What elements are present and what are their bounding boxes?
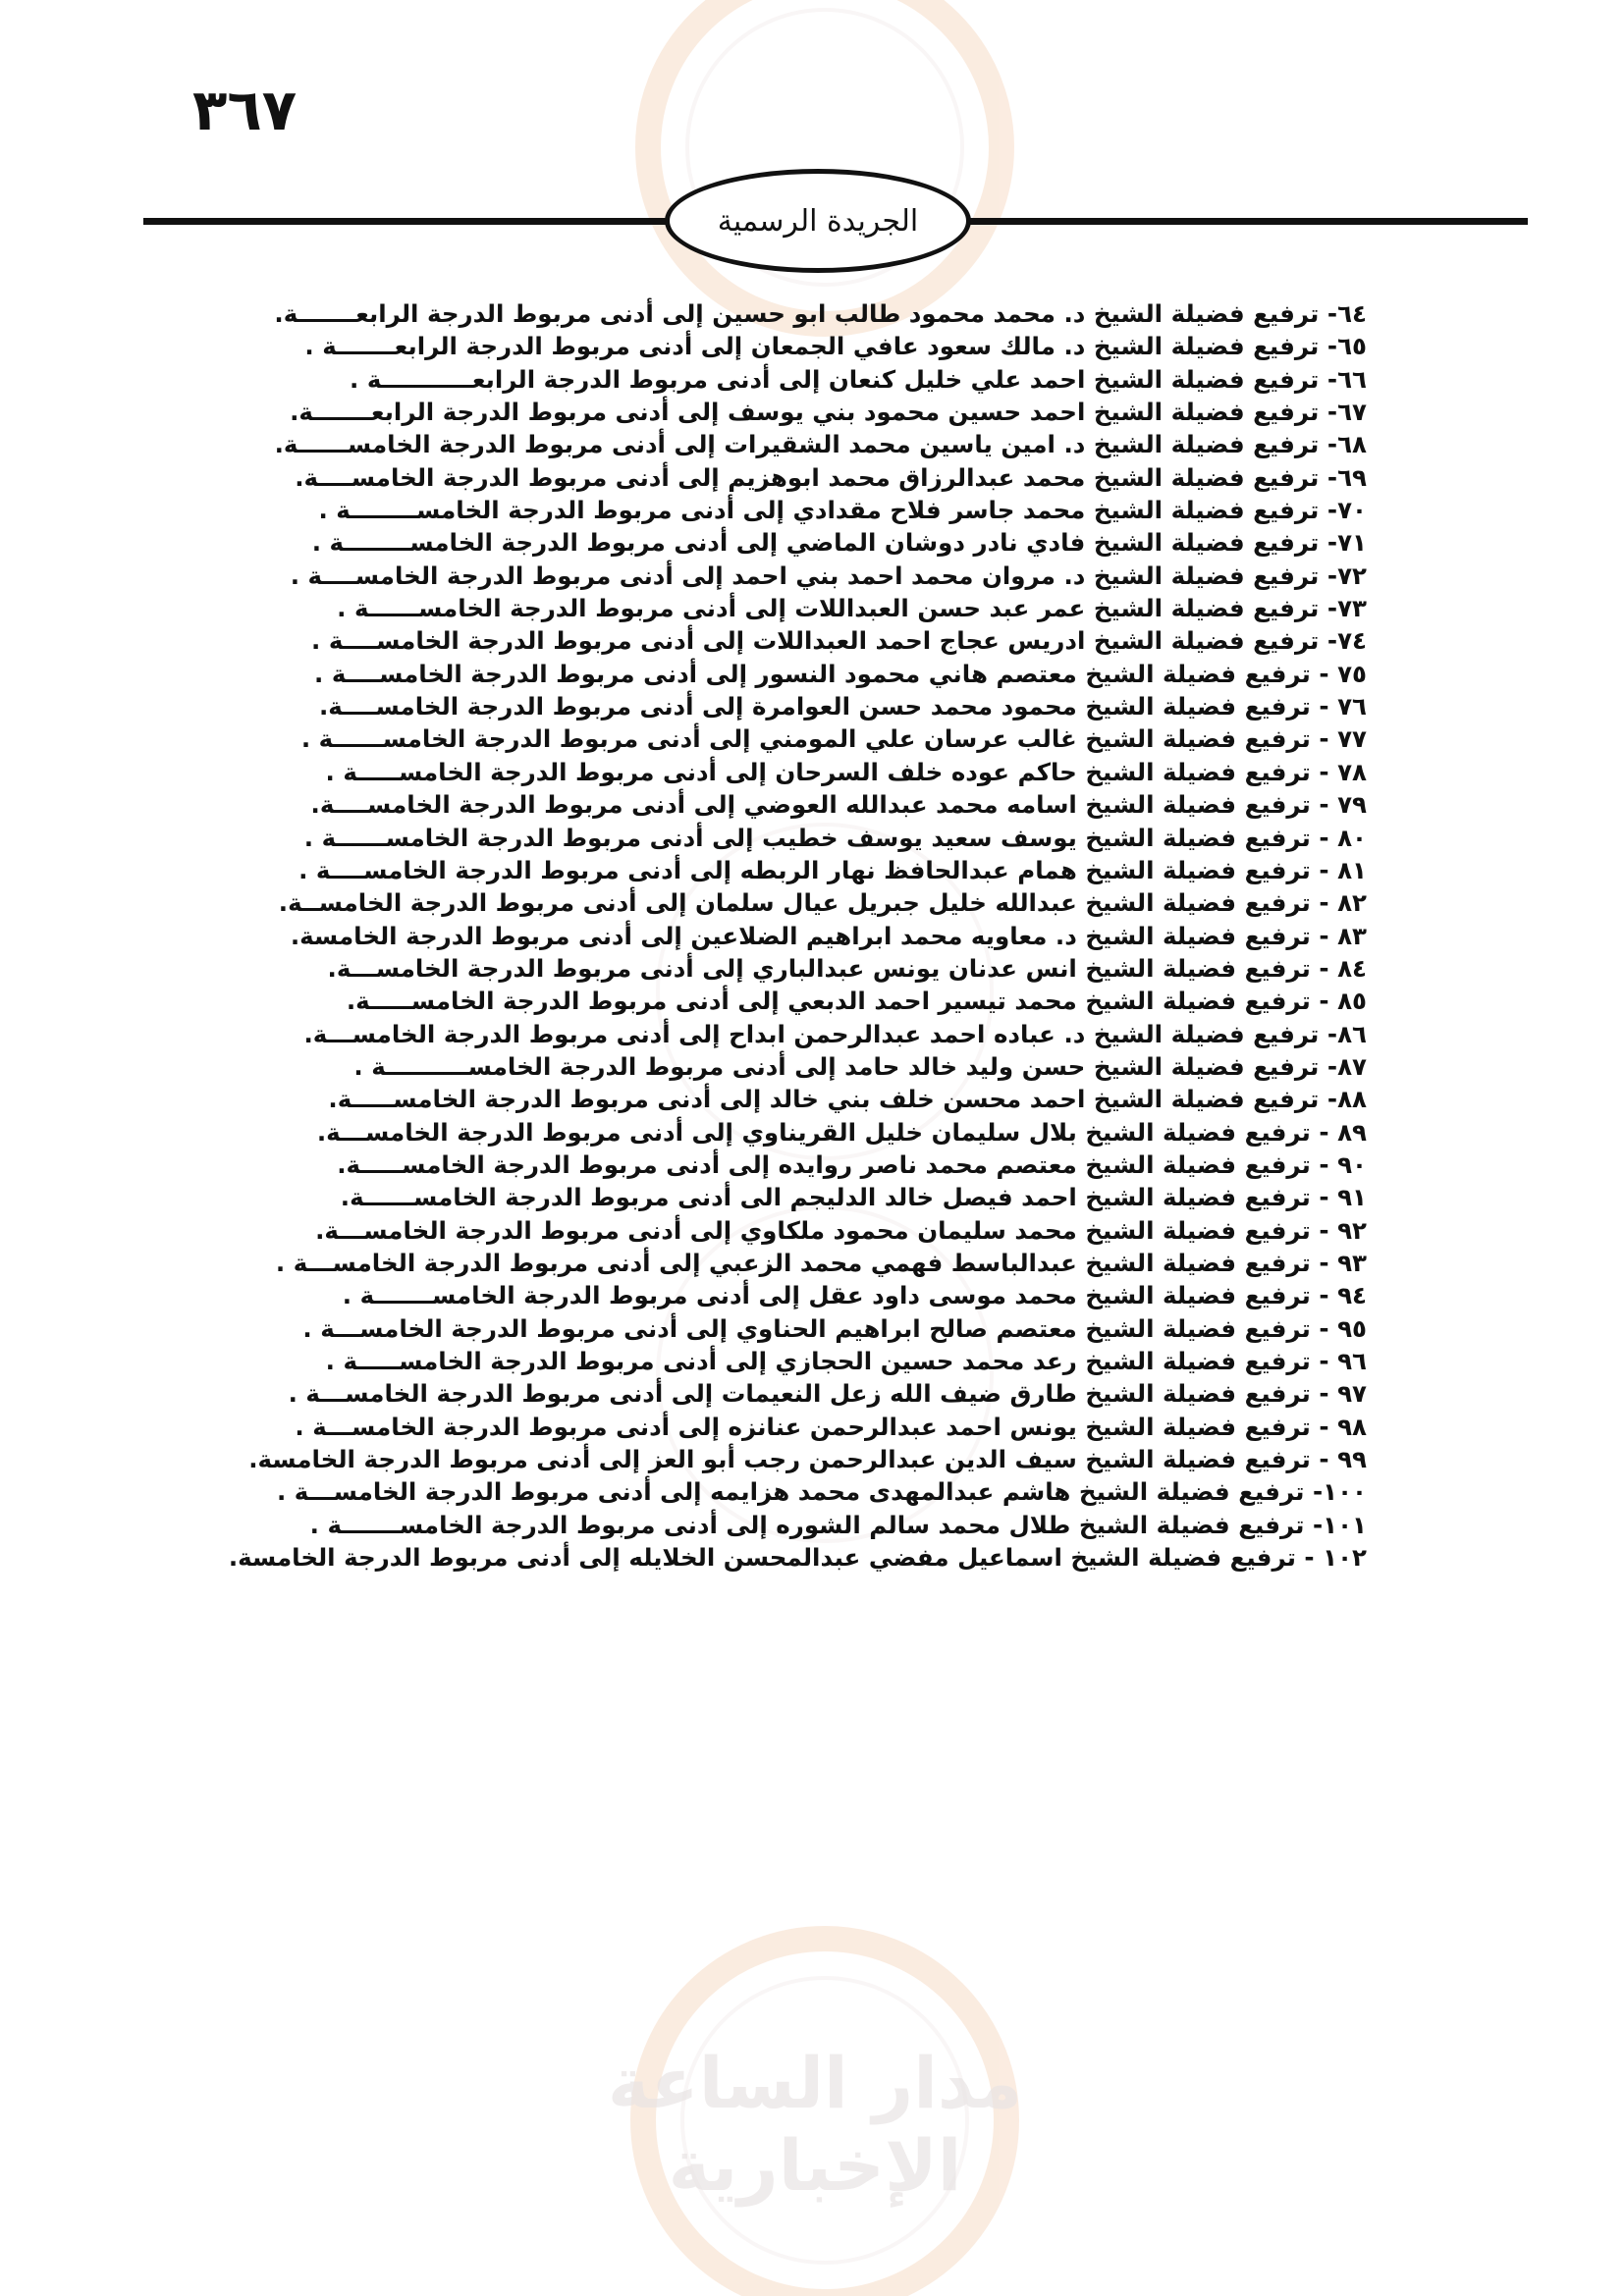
list-item: ٩٥ - ترفيع فضيلة الشيخ معتصم صالح ابراهيم الحناوي إلى أدنى مربوط الدرجة الخامســـة . [302, 1313, 1367, 1343]
header-oval [665, 169, 971, 273]
list-item: ٧٦ - ترفيع فضيلة الشيخ محمود محمد حسن العوامرة إلى أدنى مربوط الدرجة الخامســــة. [318, 692, 1367, 721]
list-item: ٨٠ - ترفيع فضيلة الشيخ يوسف سعيد يوسف خطيب إلى أدنى مربوط الدرجة الخامســــــة . [303, 823, 1367, 852]
list-item: ٩٨ - ترفيع فضيلة الشيخ يونس احمد عبدالرحمن عنانزه إلى أدنى مربوط الدرجة الخامســـة . [295, 1412, 1367, 1441]
list-item: ٨٥ - ترفيع فضيلة الشيخ محمد تيسير احمد الدبعي إلى أدنى مربوط الدرجة الخامســـــة. [346, 987, 1367, 1016]
list-item: ٨٨- ترفيع فضيلة الشيخ احمد محسن خلف بني خالد إلى أدنى مربوط الدرجة الخامســـــة. [328, 1085, 1367, 1114]
watermark-clock-top [648, 0, 1001, 324]
list-item: ٨٩ - ترفيع فضيلة الشيخ بلال سليمان خليل القريناوي إلى أدنى مربوط الدرجة الخامســـة. [316, 1117, 1367, 1147]
watermark-text: مدار الساعة الإخبارية [607, 2042, 1023, 2207]
list-item: ٦٥- ترفيع فضيلة الشيخ د. مالك سعود عافي الجمعان إلى أدنى مربوط الدرجة الرابعـــــــة . [304, 332, 1367, 361]
list-item: ٧١- ترفيع فضيلة الشيخ فادي نادر دوشان الماضي إلى أدنى مربوط الدرجة الخامســــــــة . [311, 528, 1367, 558]
list-item: ٩٦ - ترفيع فضيلة الشيخ رعد محمد حسين الحجازي إلى أدنى مربوط الدرجة الخامســـــة . [325, 1347, 1367, 1375]
list-item: ١٠١- ترفيع فضيلة الشيخ طلال محمد سالم الشوره إلى أدنى مربوط الدرجة الخامســـــــة . [309, 1510, 1367, 1539]
list-item: ٩٤ - ترفيع فضيلة الشيخ محمد موسى داود عقل إلى أدنى مربوط الدرجة الخامســـــــة . [342, 1281, 1367, 1310]
list-item: ٦٧- ترفيع فضيلة الشيخ احمد حسين محمود بني يوسف إلى أدنى مربوط الدرجة الرابعـــــــة. [290, 398, 1367, 427]
list-item: ٧٢- ترفيع فضيلة الشيخ د. مروان محمد احمد بني احمد إلى أدنى مربوط الدرجة الخامســــة . [290, 561, 1367, 590]
list-item: ١٠٢ - ترفيع فضيلة الشيخ اسماعيل مفضي عبدالمحسن الخلايله إلى أدنى مربوط الدرجة الخامسة. [228, 1543, 1367, 1573]
list-item: ٧٨ - ترفيع فضيلة الشيخ حاكم عوده خلف السرحان إلى أدنى مربوط الدرجة الخامســـــة . [325, 757, 1367, 786]
list-item: ٧٤- ترفيع فضيلة الشيخ ادريس عجاج احمد العبداللات إلى أدنى مربوط الدرجة الخامســــة . [311, 626, 1367, 656]
list-item: ٦٨- ترفيع فضيلة الشيخ د. امين ياسين محمد الشقيرات إلى أدنى مربوط الدرجة الخامســــــة. [274, 430, 1367, 459]
list-item: ٨٤ - ترفيع فضيلة الشيخ انس عدنان يونس عبدالباري إلى أدنى مربوط الدرجة الخامســـة. [327, 953, 1367, 983]
promotion-list [149, 297, 1367, 1574]
list-item: ٧٥ - ترفيع فضيلة الشيخ معتصم هاني محمود النسور إلى أدنى مربوط الدرجة الخامســــة . [314, 659, 1367, 688]
list-item: ٨٣ - ترفيع فضيلة الشيخ د. معاويه محمد ابراهيم الضلاعين إلى أدنى مربوط الدرجة الخامسة. [290, 921, 1367, 950]
list-item: ٩٩ - ترفيع فضيلة الشيخ سيف الدين عبدالرحمن رجب أبو العز إلى أدنى مربوط الدرجة الخامسة. [248, 1445, 1367, 1474]
list-item: ٦٩- ترفيع فضيلة الشيخ محمد عبدالرزاق محمد ابوهزيم إلى أدنى مربوط الدرجة الخامســــة. [295, 462, 1367, 492]
list-item: ٩٧ - ترفيع فضيلة الشيخ طارق ضيف الله زعل النعيمات إلى أدنى مربوط الدرجة الخامســـة . [288, 1379, 1367, 1409]
list-item: ٨٢ - ترفيع فضيلة الشيخ عبدالله خليل جبريل عيال سلمان إلى أدنى مربوط الدرجة الخامســة. [278, 888, 1367, 918]
list-item: ٧٣- ترفيع فضيلة الشيخ عمر عبد حسن العبداللات إلى أدنى مربوط الدرجة الخامســــــة . [337, 594, 1367, 623]
list-item: ٧٩ - ترفيع فضيلة الشيخ اسامه محمد عبدالله العوضي إلى أدنى مربوط الدرجة الخامســــة. [310, 790, 1367, 820]
list-item: ١٠٠- ترفيع فضيلة الشيخ هاشم عبدالمهدى محمد هزايمه إلى أدنى مربوط الدرجة الخامســـة . [276, 1477, 1367, 1507]
list-item: ٦٤- ترفيع فضيلة الشيخ د. محمد محمود طالب ابو حسين إلى أدنى مربوط الدرجة الرابعـــــــة. [274, 299, 1367, 328]
list-item: ٦٦- ترفيع فضيلة الشيخ احمد علي خليل كنعان إلى أدنى مربوط الدرجة الرابعـــــــــــة . [350, 364, 1367, 394]
list-item: ٧٠- ترفيع فضيلة الشيخ محمد جاسر فلاح مقدادي إلى أدنى مربوط الدرجة الخامســــــــة . [318, 496, 1367, 525]
list-item: ٧٧ - ترفيع فضيلة الشيخ غالب عرسان علي المومني إلى أدنى مربوط الدرجة الخامســــــة . [300, 724, 1367, 754]
header-title: الجريدة الرسمية [717, 203, 919, 239]
list-item: ٩١ - ترفيع فضيلة الشيخ احمد فيصل خالد الدليجم الى أدنى مربوط الدرجة الخامســــــة. [340, 1183, 1367, 1212]
watermark-clock-bottom [643, 1939, 1006, 2296]
list-item: ٩٣ - ترفيع فضيلة الشيخ عبدالباسط فهمي محمد الزعبي إلى أدنى مربوط الدرجة الخامســـة . [275, 1248, 1367, 1277]
list-item: ٨٦- ترفيع فضيلة الشيخ د. عباده احمد عبدالرحمن ابداح إلى أدنى مربوط الدرجة الخامســـة. [303, 1019, 1367, 1048]
page-number: ٣٦٧ [192, 77, 298, 143]
list-item: ٩٠ - ترفيع فضيلة الشيخ معتصم محمد ناصر روايده إلى أدنى مربوط الدرجة الخامســـــة. [337, 1149, 1367, 1179]
list-item: ٩٢ - ترفيع فضيلة الشيخ محمد سليمان محمود ملكاوي إلى أدنى مربوط الدرجة الخامســـة. [315, 1215, 1367, 1245]
list-item: ٨٧- ترفيع فضيلة الشيخ حسن وليد خالد حامد إلى أدنى مربوط الدرجة الخامســــــــــة . [353, 1051, 1367, 1081]
list-item: ٨١ - ترفيع فضيلة الشيخ همام عبدالحافظ نهار الربطه إلى أدنى مربوط الدرجة الخامســــة . [298, 855, 1367, 884]
